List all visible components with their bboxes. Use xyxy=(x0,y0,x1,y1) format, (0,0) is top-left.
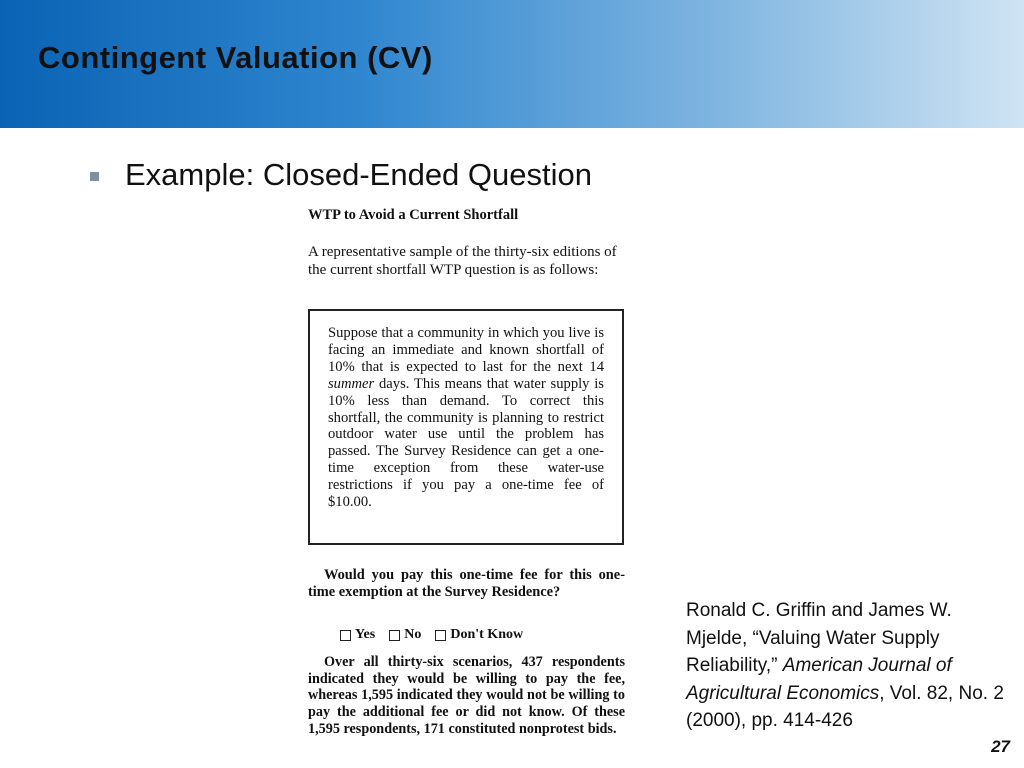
results-text: Over all thirty-six scenarios, 437 respondents indicated they would be willing to pay the fee, whereas 1,595 indicated they would not be willing to pay the additional fee or did not know. Of these 1,595 respondents, 171 constituted nonprotest bids. xyxy=(308,654,625,737)
citation-authors: Ronald C. Griffin and James W. Mjelde, “Valuing Water Supply Reliability,” xyxy=(686,600,952,676)
bullet-square-icon xyxy=(90,172,99,181)
checkbox-icon xyxy=(435,630,446,641)
excerpt-intro: A representative sample of the thirty-six editions of the current shortfall WTP question is as follows: xyxy=(308,244,617,278)
option-label: Yes xyxy=(355,627,376,642)
survey-question: Would you pay this one-time fee for this one-time exemption at the Survey Residence? xyxy=(308,567,625,600)
scenario-text xyxy=(328,325,604,511)
checkbox-icon xyxy=(389,630,400,641)
scanned-excerpt xyxy=(300,205,635,755)
option-label: Don't Know xyxy=(450,627,524,642)
option-yes xyxy=(340,627,375,643)
page-number: 27 xyxy=(991,737,1010,756)
citation-details: , Vol. 82, No. 2 (2000), pp. 414-426 xyxy=(686,682,1004,731)
checkbox-icon xyxy=(340,630,351,641)
option-no xyxy=(389,627,421,643)
scenario-text-part2: days. This means that water supply is 10% less than demand. To correct this shortfall, the community is planning to restrict outdoor water use until the problem has passed. The Survey Residence can get a one-time exception from these water-use restrictions if you pay a one-time fee of $10.00. xyxy=(328,375,604,511)
citation-journal: American Journal of Agricultural Economics xyxy=(686,655,952,704)
option-label: No xyxy=(404,627,422,642)
answer-options xyxy=(340,627,523,643)
bullet-text: Example: Closed-Ended Question xyxy=(125,157,592,192)
citation xyxy=(686,597,1016,735)
bullet-item xyxy=(90,157,592,193)
option-dont-know xyxy=(435,627,523,643)
scenario-emphasis: summer xyxy=(328,375,375,392)
scenario-box xyxy=(308,309,624,545)
scenario-text-part1: Suppose that a community in which you live is facing an immediate and known shortfall of 10% that is expected to last for the next 14 xyxy=(328,325,604,375)
excerpt-heading: WTP to Avoid a Current Shortfall xyxy=(308,207,519,223)
slide-title: Contingent Valuation (CV) xyxy=(38,40,433,75)
